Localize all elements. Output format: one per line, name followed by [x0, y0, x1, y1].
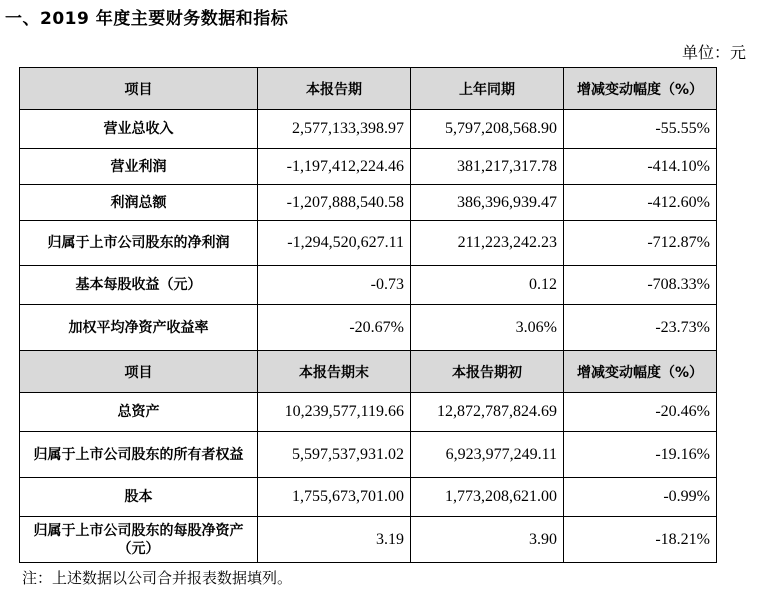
- row-label: 归属于上市公司股东的净利润: [20, 221, 258, 266]
- header-cell: 项目: [20, 68, 258, 110]
- cell-value: -708.33%: [564, 266, 717, 305]
- cell-value: 3.90: [411, 517, 564, 563]
- financial-table: [19, 67, 717, 563]
- row-label: 股本: [20, 478, 258, 517]
- cell-value: 2,577,133,398.97: [258, 110, 411, 149]
- cell-value: -20.67%: [258, 305, 411, 351]
- cell-value: -20.46%: [564, 393, 717, 432]
- table-row: [20, 110, 717, 149]
- cell-value: -412.60%: [564, 185, 717, 221]
- table-row: [20, 478, 717, 517]
- row-label: 归属于上市公司股东的所有者权益: [20, 432, 258, 478]
- row-label: 营业总收入: [20, 110, 258, 149]
- header-cell: 本报告期初: [411, 351, 564, 393]
- cell-value: -1,197,412,224.46: [258, 149, 411, 185]
- header-cell: 本报告期: [258, 68, 411, 110]
- table-row: [20, 432, 717, 478]
- table-row: [20, 221, 717, 266]
- cell-value: 381,217,317.78: [411, 149, 564, 185]
- cell-value: 386,396,939.47: [411, 185, 564, 221]
- header-cell: 项目: [20, 351, 258, 393]
- row-label: 归属于上市公司股东的每股净资产（元）: [20, 517, 258, 563]
- row-label: 加权平均净资产收益率: [20, 305, 258, 351]
- header-cell: 增减变动幅度（%）: [564, 351, 717, 393]
- section-title: 一、2019 年度主要财务数据和指标: [5, 9, 289, 29]
- header-cell: 上年同期: [411, 68, 564, 110]
- cell-value: 3.19: [258, 517, 411, 563]
- row-label: 总资产: [20, 393, 258, 432]
- table-row: [20, 149, 717, 185]
- cell-value: 3.06%: [411, 305, 564, 351]
- footnote: 注：上述数据以公司合并报表数据填列。: [22, 569, 293, 587]
- cell-value: 6,923,977,249.11: [411, 432, 564, 478]
- cell-value: 1,755,673,701.00: [258, 478, 411, 517]
- cell-value: 10,239,577,119.66: [258, 393, 411, 432]
- table-row: [20, 266, 717, 305]
- cell-value: -1,207,888,540.58: [258, 185, 411, 221]
- cell-value: -18.21%: [564, 517, 717, 563]
- row-label: 营业利润: [20, 149, 258, 185]
- cell-value: 0.12: [411, 266, 564, 305]
- unit-label: 单位：元: [681, 43, 746, 62]
- header-cell: 增减变动幅度（%）: [564, 68, 717, 110]
- table-row: [20, 305, 717, 351]
- table-row: [20, 185, 717, 221]
- cell-value: -0.73: [258, 266, 411, 305]
- cell-value: -0.99%: [564, 478, 717, 517]
- cell-value: 5,597,537,931.02: [258, 432, 411, 478]
- cell-value: -712.87%: [564, 221, 717, 266]
- table-row: [20, 517, 717, 563]
- cell-value: 1,773,208,621.00: [411, 478, 564, 517]
- row-label: 基本每股收益（元）: [20, 266, 258, 305]
- cell-value: -414.10%: [564, 149, 717, 185]
- header-cell: 本报告期末: [258, 351, 411, 393]
- cell-value: 12,872,787,824.69: [411, 393, 564, 432]
- row-label: 利润总额: [20, 185, 258, 221]
- cell-value: -23.73%: [564, 305, 717, 351]
- table-header-row: [20, 351, 717, 393]
- cell-value: -1,294,520,627.11: [258, 221, 411, 266]
- table-header-row: [20, 68, 717, 110]
- cell-value: -19.16%: [564, 432, 717, 478]
- table-row: [20, 393, 717, 432]
- cell-value: 5,797,208,568.90: [411, 110, 564, 149]
- cell-value: 211,223,242.23: [411, 221, 564, 266]
- cell-value: -55.55%: [564, 110, 717, 149]
